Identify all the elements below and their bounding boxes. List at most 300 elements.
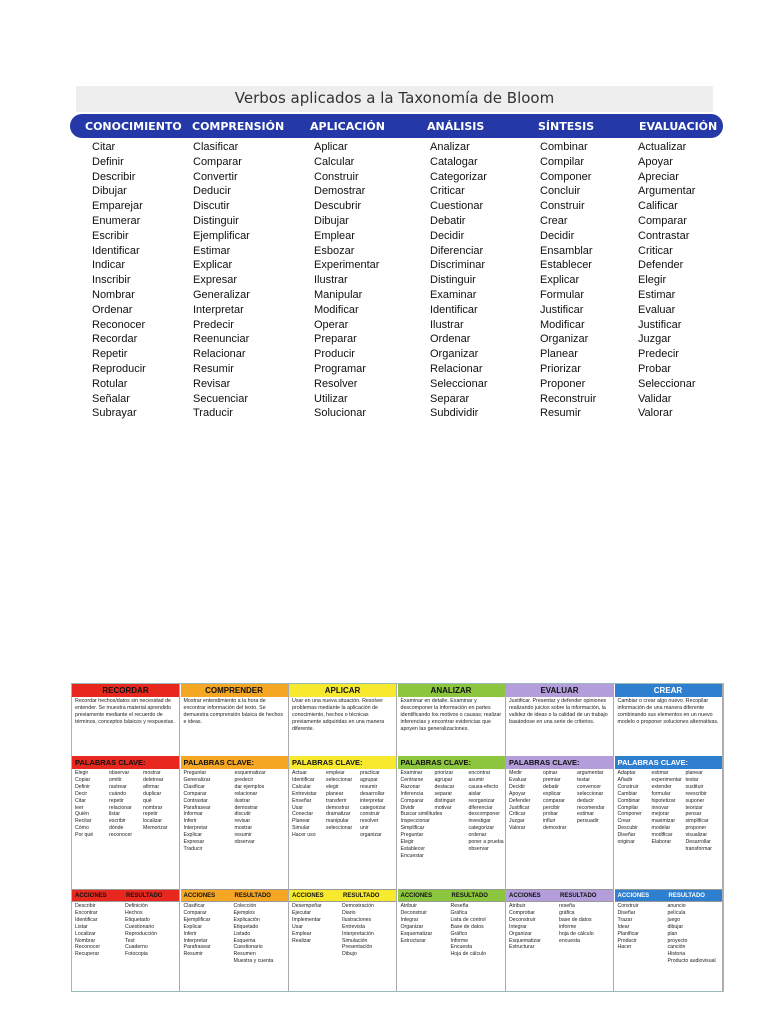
verb-item: Construir [540, 200, 585, 213]
keyword: demostrar [326, 804, 350, 811]
keyword: estimar [651, 770, 669, 776]
title-bar [76, 86, 713, 112]
keyword-column [543, 770, 566, 832]
action-item: Nombrar [75, 937, 96, 944]
keyword: demostrar [543, 825, 567, 832]
action-item: Implementar [292, 916, 321, 923]
action-item: Explicación [233, 916, 260, 923]
keyword: extender [651, 783, 672, 790]
keyword: Buscar similitudes [400, 811, 443, 818]
action-item: Planificar [617, 930, 639, 937]
keyword: testar [577, 776, 590, 783]
keyword: relacionar [109, 804, 132, 811]
grid-header: APLICAR [289, 684, 396, 697]
keyword: Diseñar [617, 832, 636, 839]
verb-item: Organizar [540, 333, 589, 346]
action-item: Emplear [292, 930, 312, 937]
keyword: Centrarse [400, 776, 424, 783]
keyword: causa-efecto [468, 783, 499, 790]
keyword: Parafrasear [183, 804, 211, 811]
keyword: originar [617, 839, 635, 846]
action-column [451, 903, 486, 958]
action-column [125, 903, 157, 958]
action-item: canción [667, 944, 686, 951]
verb-item: Predecir [638, 348, 679, 361]
action-item: Producir [617, 937, 637, 944]
action-item: Reproducción [125, 930, 158, 937]
grid-column [72, 684, 180, 991]
keyword: Copiar [75, 776, 91, 783]
keyword: modelar [651, 825, 671, 832]
verb-item: Calcular [314, 155, 355, 168]
verb-item: Evaluar [638, 303, 676, 316]
keyword: deducir [577, 797, 595, 804]
verb-item: Preparar [314, 333, 357, 346]
verb-item: Criticar [638, 244, 673, 257]
verb-item: Subdividir [430, 407, 479, 420]
verb-item: Producir [314, 348, 355, 361]
keyword: resolver [360, 818, 379, 825]
keyword: dónde [109, 825, 124, 832]
keyword: Clasificar [183, 783, 205, 790]
verb-item: Construir [314, 170, 359, 183]
keyword: Definir [75, 783, 90, 790]
grid-column [289, 684, 397, 991]
keyword: observar [468, 845, 489, 852]
keyword: diferenciar [468, 804, 493, 811]
keyword: teorizar [685, 804, 703, 811]
grid-header: RECORDAR [72, 684, 179, 697]
keywords-label: PALABRAS CLAVE: [72, 756, 179, 769]
keyword: observar [234, 839, 255, 846]
keyword: observar [109, 770, 130, 776]
verb-item: Generalizar [193, 288, 250, 301]
action-item: Clasificar [183, 903, 205, 909]
keyword: afirmar [143, 783, 160, 790]
grid-description: Examinar en detalle. Examinar y descomponer la información en partes identificando los motivos o causas; realizar inferencias y encontrar evidencias que apoyen las generalizaciones. [400, 698, 502, 732]
keyword: modificar [651, 832, 673, 839]
action-item: Esquema [233, 937, 256, 944]
keyword: Defender [509, 797, 531, 804]
verb-item: Identificar [430, 303, 478, 316]
keyword: Cómo [75, 825, 89, 832]
keyword: Inspeccionar [400, 818, 430, 825]
verb-item: Defender [638, 259, 684, 272]
keyword: Explicar [183, 832, 202, 839]
verb-item: Estimar [638, 288, 676, 301]
result-label: RESULTADO [560, 893, 597, 899]
verb-column-comprension [193, 140, 250, 421]
action-item: juego [667, 916, 681, 923]
verb-item: Justificar [638, 318, 682, 331]
action-item: Diseñar [617, 909, 636, 916]
keyword: Descubir [617, 825, 638, 832]
keyword: Comparar [400, 797, 424, 804]
keyword: poner a prueba [468, 839, 504, 846]
keyword: formular [651, 790, 671, 797]
verb-item: Identificar [92, 244, 140, 257]
action-item: Simulación [342, 937, 368, 944]
action-item: Historia [667, 951, 686, 958]
action-item: dibujar [667, 923, 684, 930]
keyword: pensar [685, 811, 702, 818]
action-item: reseña [559, 903, 575, 909]
verb-item: Establecer [540, 259, 592, 272]
verb-item: Distinguir [430, 274, 476, 287]
keyword: explicar [543, 790, 561, 797]
verb-item: Componer [540, 170, 592, 183]
verb-item: Formular [540, 288, 585, 301]
keyword: localizar [143, 818, 163, 825]
keyword: dramatizar [326, 811, 351, 818]
keyword: seleccionar [326, 776, 353, 783]
keyword: proponer [685, 825, 707, 832]
keyword: Citar [75, 797, 86, 804]
header-comprension: COMPRENSIÓN [192, 120, 285, 133]
keyword: nombrar [143, 804, 163, 811]
keyword: Actuar [292, 770, 307, 776]
action-column [292, 903, 322, 944]
verb-column-conocimiento [92, 140, 146, 421]
keywords-label: PALABRAS CLAVE: [181, 756, 288, 769]
keyword: revisar [234, 818, 251, 825]
action-item: Reseña [450, 903, 469, 909]
keyword: Apoyar [509, 790, 526, 797]
verb-item: Probar [638, 362, 672, 375]
keyword: transformar [685, 845, 713, 852]
actions-header [398, 889, 505, 902]
action-item: Base de datos [450, 923, 484, 930]
verb-item: Examinar [430, 288, 477, 301]
action-item: hoja de cálculo [559, 930, 594, 937]
verb-item: Elegir [638, 274, 667, 287]
keyword: categorizar [468, 825, 495, 832]
keyword: manipular [326, 818, 349, 825]
keyword: mostrar [143, 770, 161, 776]
grid-description: Mostrar entendimiento a la hora de encontrar información del texto. Se demuestra comprensión básica de hechos e ideas. [183, 698, 284, 725]
keyword: debatir [543, 783, 559, 790]
verb-item: Predecir [193, 318, 234, 331]
keyword-column [235, 770, 266, 846]
verb-item: Cuestionar [430, 200, 484, 213]
keyword: reconocer [109, 832, 133, 839]
keyword: Criticar [509, 811, 526, 818]
action-column [184, 903, 211, 958]
keyword-column [360, 770, 386, 839]
actions-header [506, 889, 613, 902]
grid-header: COMPRENDER [181, 684, 288, 697]
verb-item: Apoyar [638, 155, 673, 168]
keyword: innovar [651, 804, 669, 811]
action-item: Etiquetado [233, 923, 259, 930]
verb-column-sintesis [540, 140, 596, 421]
keyword: Generalizar [183, 776, 211, 783]
verb-item: Repetir [92, 348, 128, 361]
keyword: Dividir [400, 804, 415, 811]
grid-header: EVALUAR [506, 684, 613, 697]
action-item: Interpretación [342, 930, 374, 937]
header-analisis: ANÁLISIS [427, 120, 485, 133]
verb-item: Resumir [540, 407, 581, 420]
action-item: Producto audiovisual [667, 958, 716, 965]
action-item: Estructurar [509, 944, 535, 951]
result-label: RESULTADO [451, 893, 488, 899]
keyword: suponer [685, 797, 705, 804]
action-item: Describir [75, 903, 96, 909]
keyword: argumentar [577, 770, 604, 776]
verb-item: Resumir [193, 362, 234, 375]
keyword: testar [685, 776, 699, 783]
keyword: rastrear [109, 783, 127, 790]
verb-item: Planear [540, 348, 578, 361]
verb-item: Concluir [540, 185, 581, 198]
keyword: Desarrollar [685, 839, 711, 846]
keyword: deletrear [143, 776, 164, 783]
action-item: Desempeñar [292, 903, 322, 909]
verb-item: Reenunciar [193, 333, 250, 346]
verb-item: Ilustrar [430, 318, 464, 331]
keyword: separar [434, 790, 453, 797]
keyword-column [109, 770, 132, 839]
keyword: Por qué [75, 832, 94, 839]
grid-column [181, 684, 289, 991]
action-item: Listado [233, 930, 251, 937]
verb-item: Enumerar [92, 214, 141, 227]
keyword: reorganizar [468, 797, 495, 804]
verb-item: Solucionar [314, 407, 366, 420]
keyword: Evaluar [509, 776, 527, 783]
header-evaluacion: EVALUACIÓN [639, 120, 718, 133]
action-item: Deconstruir [400, 909, 428, 916]
action-item: Estructurar [400, 937, 426, 944]
keywords-label: PALABRAS CLAVE: [289, 756, 396, 769]
action-item: Ejemplos [233, 909, 255, 916]
action-item: Listar [75, 923, 88, 930]
keyword: descomponer [468, 811, 500, 818]
verb-item: Reconstruir [540, 392, 597, 405]
verb-item: Ilustrar [314, 274, 348, 287]
verb-item: Emplear [314, 229, 355, 242]
action-item: Deconstruir [509, 916, 536, 923]
keyword: Traducir [183, 845, 203, 852]
verb-item: Clasificar [193, 141, 239, 153]
action-item: Realizar [292, 937, 312, 944]
action-item: Cuaderno [125, 944, 148, 951]
keyword: probar [543, 811, 558, 818]
keyword: Compilar [617, 804, 639, 811]
action-item: Gráfica [450, 909, 468, 916]
keyword: Conectar [292, 811, 314, 818]
table-header-bar [70, 114, 723, 138]
action-item: Ilustraciones [342, 916, 372, 923]
keyword: Contrastar [183, 797, 208, 804]
verb-item: Descubrir [314, 200, 362, 213]
verb-item: Subrayar [92, 407, 137, 420]
action-column [668, 903, 716, 965]
verb-item: Deducir [193, 185, 231, 198]
action-item: Atribuir [509, 903, 526, 909]
keyword: ordenar [468, 832, 487, 839]
action-item: Cuestionario [125, 923, 155, 930]
keyword: Decir [75, 790, 88, 797]
action-item: Explicar [183, 923, 202, 930]
keyword: Enseñar [292, 797, 312, 804]
keyword: mostrar [234, 825, 253, 832]
keyword: hipotetizar [651, 797, 676, 804]
keyword: practicar [360, 770, 380, 776]
verb-item: Estimar [193, 244, 231, 257]
action-item: Integrar [509, 923, 527, 930]
grid-description: Recordar hechos/datos sin necesidad de entender. Se muestra material aprendido previamente mediante el recuerdo de términos, conceptos básicos y respuestas. [75, 698, 175, 725]
verb-item: Demostrar [314, 185, 366, 198]
keywords-block [398, 769, 505, 889]
action-item: Resumen [233, 951, 256, 958]
verb-item: Escribir [92, 229, 129, 242]
keyword: premiar [543, 776, 561, 783]
keyword: Identificar [292, 776, 315, 783]
verb-item: Diferenciar [430, 244, 484, 257]
keyword: elegir [326, 783, 339, 790]
action-item: Informe [450, 937, 469, 944]
verb-item: Calificar [638, 200, 678, 213]
action-item: Definición [125, 903, 148, 909]
keywords-block [289, 769, 396, 889]
keyword-column [184, 770, 211, 853]
keyword: destacar [434, 783, 455, 790]
action-item: Localizar [75, 930, 96, 937]
action-item: Dibujo [342, 951, 357, 958]
action-item: Atribuir [400, 903, 417, 909]
keyword: maximizar [651, 818, 676, 825]
keyword: Preguntar [183, 770, 207, 776]
verb-item: Discutir [193, 200, 230, 213]
keyword-column [577, 770, 605, 825]
keyword-column [326, 770, 352, 832]
keyword: qué [143, 797, 152, 804]
keyword: aislar [468, 790, 481, 797]
keyword: ilustrar [234, 797, 251, 804]
verb-item: Discriminar [430, 259, 485, 272]
verb-item: Explicar [193, 259, 233, 272]
result-label: RESULTADO [234, 893, 271, 899]
verb-item: Esbozar [314, 244, 355, 257]
verb-item: Citar [92, 141, 116, 153]
action-column [559, 903, 594, 944]
action-item: Esquematizar [400, 930, 433, 937]
keyword: motivar [434, 804, 452, 811]
action-column [342, 903, 374, 958]
keyword: Examinar [400, 770, 423, 776]
action-item: Muestra y cuenta [233, 958, 274, 965]
verb-item: Proponer [540, 377, 586, 390]
keyword: omitir [109, 776, 122, 783]
verb-item: Contrastar [638, 229, 690, 242]
keyword: Componer [617, 811, 642, 818]
verb-item: Dibujar [314, 214, 349, 227]
grid-description: Justificar. Presentar y defender opiniones realizando juicios sobre la información, la validez de ideas o la calidad de un trabajo basándose en una serie de criterios. [509, 698, 608, 725]
action-item: Identificar [75, 916, 98, 923]
keyword: Justificar [509, 804, 530, 811]
action-item: Colección [233, 903, 257, 909]
action-column [618, 903, 639, 951]
verb-item: Organizar [430, 348, 479, 361]
keyword: mejorar [651, 811, 670, 818]
action-item: Ejecutar [292, 909, 312, 916]
action-item: Organizar [509, 930, 532, 937]
keyword-column [435, 770, 456, 811]
verb-item: Inscribir [92, 274, 131, 287]
verb-item: Explicar [540, 274, 580, 287]
keyword: organizar [360, 832, 382, 839]
verb-item: Expresar [193, 274, 238, 287]
verb-item: Resolver [314, 377, 358, 390]
action-item: Esquematizar [509, 937, 541, 944]
keyword: cuándo [109, 790, 127, 797]
keyword: sustituir [685, 783, 704, 790]
keyword: repetir [143, 811, 158, 818]
verb-item: Analizar [430, 141, 470, 153]
verb-item: Modificar [314, 303, 359, 316]
verb-item: Señalar [92, 392, 130, 405]
actions-label: ACCIONES [292, 893, 324, 899]
action-item: Lista de control [450, 916, 486, 923]
action-item: Encontrar [75, 909, 98, 916]
action-item: Entrevista [342, 923, 366, 930]
actions-header [181, 889, 288, 902]
action-item: Idear [617, 923, 630, 930]
keyword: listar [109, 811, 120, 818]
verb-item: Describir [92, 170, 136, 183]
action-item: base de datos [559, 916, 592, 923]
verb-item: Rotular [92, 377, 128, 390]
action-item: Usar [292, 923, 303, 930]
keyword: asumir [468, 776, 485, 783]
keyword: Encuestar [400, 852, 424, 859]
keyword: Crear [617, 818, 631, 825]
verb-item: Seleccionar [638, 377, 696, 390]
keyword: reescribir [685, 790, 707, 797]
verb-item: Reproducir [92, 362, 146, 375]
actions-header [289, 889, 396, 902]
grid-header: CREAR [615, 684, 722, 697]
verb-item: Recordar [92, 333, 138, 346]
keyword: visualizar [685, 832, 708, 839]
action-item: Fotocopia [125, 951, 148, 958]
action-item: Recuperar [75, 951, 100, 958]
action-item: Ejemplificar [183, 916, 211, 923]
keyword: priorizar [434, 770, 454, 776]
verb-item: Dibujar [92, 185, 127, 198]
verb-item: Compilar [540, 155, 585, 168]
keyword: Hacer uso [292, 832, 316, 839]
grid-description: Cambiar o crear algo nuevo. Recopilar información de una manera diferente combinando sus elementos en un nuevo modelo o proponer soluciones alternativas. [617, 698, 719, 725]
action-item: Gráfico [450, 930, 468, 937]
verb-item: Indicar [92, 259, 126, 272]
actions-label: ACCIONES [75, 893, 107, 899]
verb-item: Valorar [638, 407, 673, 420]
keyword-column [509, 770, 530, 832]
keyword-column [469, 770, 504, 853]
verb-item: Emparejar [92, 200, 143, 213]
keyword: experimentar [651, 776, 682, 783]
keyword: Comparar [183, 790, 207, 797]
grid-header: ANALIZAR [398, 684, 505, 697]
action-item: Hacer [617, 944, 632, 951]
verb-item: Decidir [540, 229, 575, 242]
keyword-column [143, 770, 168, 832]
actions-block [506, 902, 613, 989]
action-item: Diario [342, 909, 356, 916]
